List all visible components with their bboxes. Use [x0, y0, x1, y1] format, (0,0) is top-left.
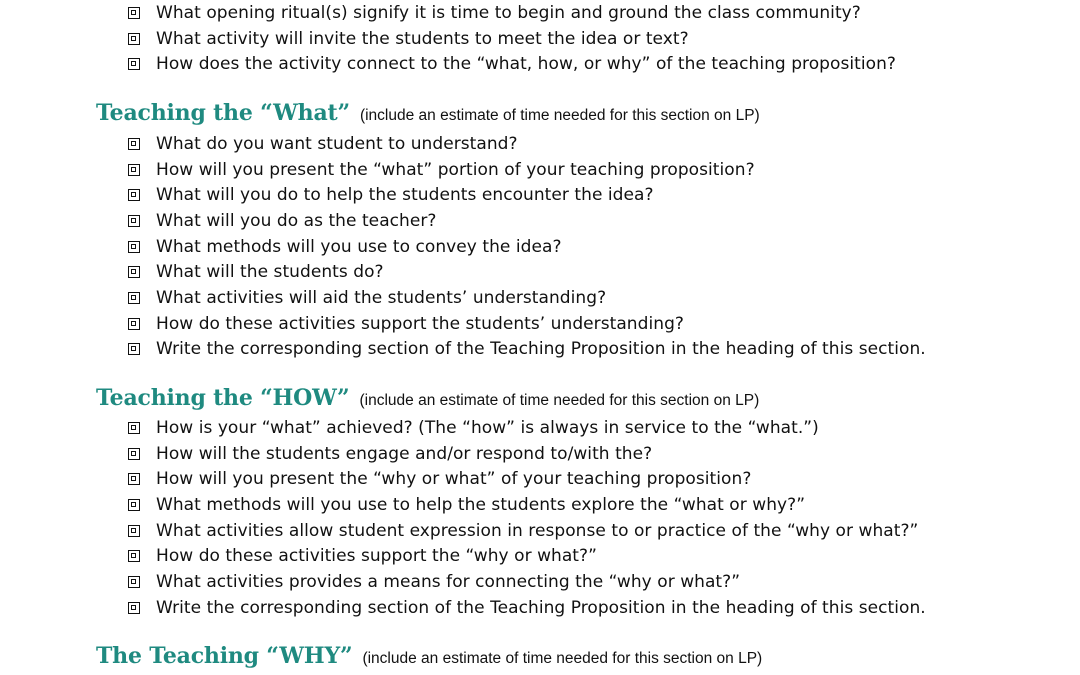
- nested-square-bullet-icon: [128, 33, 140, 45]
- list-item: Write the corresponding section of the Teaching Proposition in the heading of this section.: [128, 337, 926, 363]
- list-item: What activity will invite the students to meet the idea or text?: [128, 26, 896, 52]
- section-title: The Teaching “WHY”: [96, 643, 353, 669]
- section-title: Teaching the “HOW”: [96, 385, 350, 411]
- list-item: Write the corresponding section of the Teaching Proposition in the heading of this section.: [128, 595, 926, 621]
- nested-square-bullet-icon: [128, 448, 140, 460]
- section-heading-what: [96, 100, 760, 126]
- list-item: How do these activities support the students’ understanding?: [128, 311, 926, 337]
- list-item: How do these activities support the “why or what?”: [128, 543, 926, 569]
- list-item: What opening ritual(s) signify it is time to begin and ground the class community?: [128, 0, 896, 26]
- list-item: What will you do as the teacher?: [128, 208, 926, 234]
- list-item: What do you want student to understand?: [128, 131, 926, 157]
- list-item: What will the students do?: [128, 259, 926, 285]
- nested-square-bullet-icon: [128, 7, 140, 19]
- nested-square-bullet-icon: [128, 266, 140, 278]
- nested-square-bullet-icon: [128, 292, 140, 304]
- section-note: (include an estimate of time needed for this section on LP): [362, 650, 763, 667]
- list-item: How will you present the “what” portion of your teaching proposition?: [128, 157, 926, 183]
- list-item: How will you present the “why or what” of your teaching proposition?: [128, 466, 926, 492]
- section-heading-how: [96, 385, 759, 411]
- section-list-what: [128, 131, 926, 362]
- nested-square-bullet-icon: [128, 473, 140, 485]
- section-heading-why: [96, 643, 762, 669]
- list-item: What activities will aid the students’ understanding?: [128, 285, 926, 311]
- nested-square-bullet-icon: [128, 525, 140, 537]
- nested-square-bullet-icon: [128, 550, 140, 562]
- nested-square-bullet-icon: [128, 241, 140, 253]
- nested-square-bullet-icon: [128, 215, 140, 227]
- nested-square-bullet-icon: [128, 602, 140, 614]
- nested-square-bullet-icon: [128, 189, 140, 201]
- nested-square-bullet-icon: [128, 422, 140, 434]
- section-title: Teaching the “What”: [96, 100, 350, 126]
- list-item: What methods will you use to help the students explore the “what or why?”: [128, 492, 926, 518]
- list-item: How will the students engage and/or respond to/with the?: [128, 441, 926, 467]
- list-item: What will you do to help the students encounter the idea?: [128, 182, 926, 208]
- nested-square-bullet-icon: [128, 318, 140, 330]
- nested-square-bullet-icon: [128, 164, 140, 176]
- list-item: What activities allow student expression in response to or practice of the “why or what?”: [128, 518, 926, 544]
- section-list-how: [128, 415, 926, 621]
- section-note: (include an estimate of time needed for this section on LP): [359, 107, 760, 124]
- section-note: (include an estimate of time needed for this section on LP): [359, 392, 760, 409]
- nested-square-bullet-icon: [128, 58, 140, 70]
- list-item: What methods will you use to convey the idea?: [128, 234, 926, 260]
- nested-square-bullet-icon: [128, 138, 140, 150]
- list-item: How is your “what” achieved? (The “how” is always in service to the “what.”): [128, 415, 926, 441]
- nested-square-bullet-icon: [128, 499, 140, 511]
- list-item: How does the activity connect to the “what, how, or why” of the teaching proposition?: [128, 51, 896, 77]
- list-item: What activities provides a means for connecting the “why or what?”: [128, 569, 926, 595]
- nested-square-bullet-icon: [128, 576, 140, 588]
- nested-square-bullet-icon: [128, 343, 140, 355]
- intro-list: [128, 0, 896, 77]
